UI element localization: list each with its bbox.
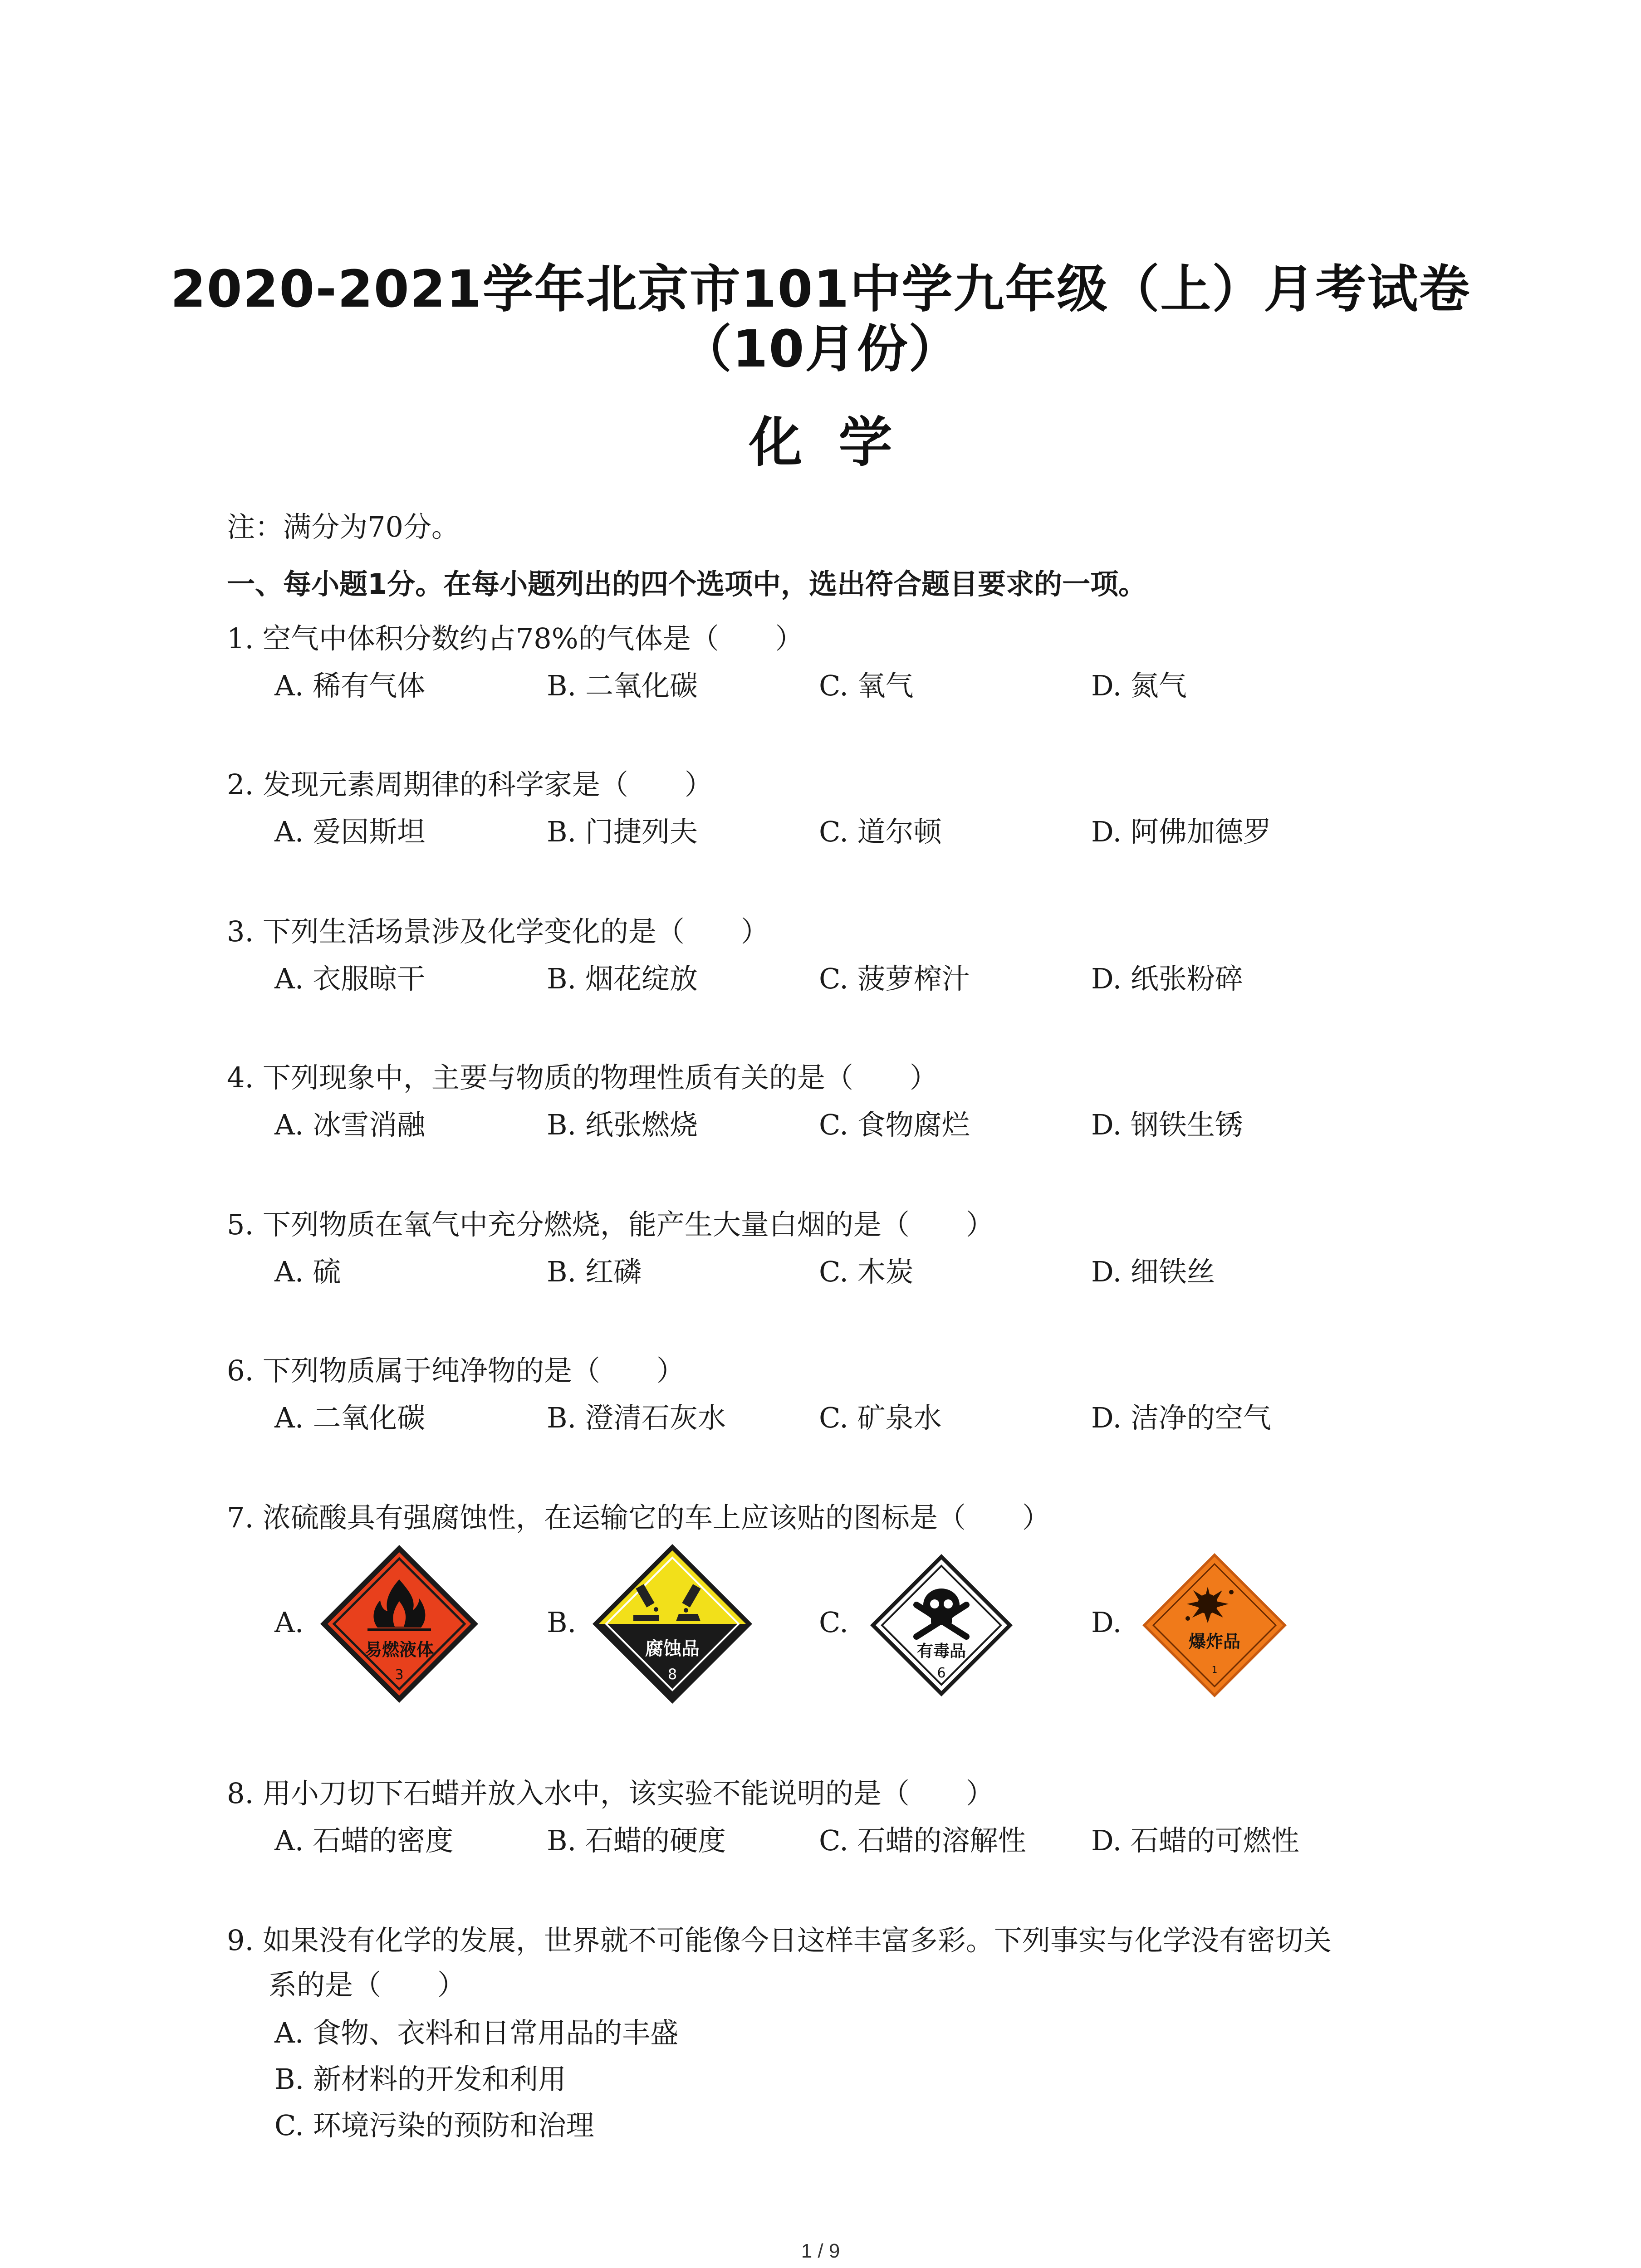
question-6-option-a[interactable]: A. 二氧化碳 — [274, 1401, 426, 1434]
question-4-stem: 4. 下列现象中，主要与物质的物理性质有关的是（ ） — [227, 1061, 938, 1094]
question-3-option-c[interactable]: C. 菠萝榨汁 — [819, 962, 970, 995]
question-8-option-b[interactable]: B. 石蜡的硬度 — [547, 1824, 726, 1857]
question-7-option-d[interactable]: D. — [1091, 1606, 1122, 1639]
score-note: 注：满分为70分。 — [227, 510, 460, 543]
question-7-option-b[interactable]: B. — [547, 1606, 577, 1639]
question-1-stem: 1. 空气中体积分数约占78%的气体是（ ） — [227, 622, 803, 655]
question-2-option-a[interactable]: A. 爱因斯坦 — [274, 815, 426, 848]
corrosive-fill — [599, 1550, 746, 1624]
question-9-option-b[interactable]: B. 新材料的开发和利用 — [274, 2063, 566, 2096]
corrosive-label: 腐蚀品 — [645, 1638, 700, 1659]
question-8-option-c[interactable]: C. 石蜡的溶解性 — [819, 1824, 1026, 1857]
question-3-option-a[interactable]: A. 衣服晾干 — [274, 962, 426, 995]
toxic-class: 6 — [937, 1665, 946, 1681]
question-3-stem: 3. 下列生活场景涉及化学变化的是（ ） — [227, 915, 769, 948]
question-5-option-a[interactable]: A. 硫 — [274, 1255, 341, 1288]
question-9-option-c[interactable]: C. 环境污染的预防和治理 — [274, 2109, 594, 2142]
question-2-option-b[interactable]: B. 门捷列夫 — [547, 815, 698, 848]
corrosive-class: 8 — [667, 1666, 677, 1683]
question-4-option-b[interactable]: B. 纸张燃烧 — [547, 1108, 698, 1141]
question-5-option-d[interactable]: D. 细铁丝 — [1091, 1255, 1215, 1288]
flammable-liquid-label: 易燃液体 — [364, 1640, 434, 1660]
question-1-option-b[interactable]: B. 二氧化碳 — [547, 669, 698, 702]
flammable-liquid-class: 3 — [395, 1667, 404, 1683]
page-title: 2020-2021学年北京市101中学九年级（上）月考试卷 — [170, 260, 1471, 319]
question-2-stem: 2. 发现元素周期律的科学家是（ ） — [227, 768, 713, 801]
question-7-option-c[interactable]: C. — [819, 1606, 848, 1639]
page-subtitle: （10月份） — [681, 320, 960, 379]
question-1-option-a[interactable]: A. 稀有气体 — [274, 669, 426, 702]
question-9-stem-line2: 系的是（ ） — [269, 1968, 466, 2001]
section-heading: 一、每小题1分。在每小题列出的四个选项中，选出符合题目要求的一项。 — [227, 567, 1147, 601]
question-5-stem: 5. 下列物质在氧气中充分燃烧，能产生大量白烟的是（ ） — [227, 1208, 994, 1241]
question-9-option-a[interactable]: A. 食物、衣料和日常用品的丰盛 — [274, 2016, 679, 2049]
question-3-option-d[interactable]: D. 纸张粉碎 — [1091, 962, 1243, 995]
subject-title: 化学 — [749, 411, 929, 474]
question-1-option-d[interactable]: D. 氮气 — [1091, 669, 1187, 702]
question-4-option-c[interactable]: C. 食物腐烂 — [819, 1108, 970, 1141]
question-7-stem: 7. 浓硫酸具有强腐蚀性，在运输它的车上应该贴的图标是（ ） — [227, 1501, 1050, 1534]
question-6-option-c[interactable]: C. 矿泉水 — [819, 1401, 942, 1434]
question-5-option-b[interactable]: B. 红磷 — [547, 1255, 642, 1288]
question-9-stem-line1: 9. 如果没有化学的发展，世界就不可能像今日这样丰富多彩。下列事实与化学没有密切关 — [227, 1924, 1332, 1957]
question-2-option-c[interactable]: C. 道尔顿 — [819, 815, 942, 848]
flammable-liquid-sign[interactable] — [318, 1542, 481, 1706]
question-1-option-c[interactable]: C. 氧气 — [819, 669, 914, 702]
toxic-label: 有毒品 — [916, 1642, 966, 1661]
question-8-option-a[interactable]: A. 石蜡的密度 — [274, 1824, 454, 1857]
question-5-option-c[interactable]: C. 木炭 — [819, 1255, 914, 1288]
question-8-option-d[interactable]: D. 石蜡的可燃性 — [1091, 1824, 1299, 1857]
question-4-option-d[interactable]: D. 钢铁生锈 — [1091, 1108, 1243, 1141]
question-2-option-d[interactable]: D. 阿佛加德罗 — [1091, 815, 1271, 848]
explosive-label: 爆炸品 — [1188, 1632, 1241, 1652]
page-number: 1 / 9 — [801, 2240, 840, 2262]
question-7-option-a[interactable]: A. — [274, 1606, 304, 1639]
explosive-class: 1 — [1211, 1664, 1218, 1675]
explosive-sign[interactable] — [1140, 1550, 1289, 1700]
corrosive-sign[interactable] — [590, 1541, 755, 1706]
question-4-option-a[interactable]: A. 冰雪消融 — [274, 1108, 426, 1141]
toxic-sign[interactable] — [867, 1551, 1015, 1699]
question-8-stem: 8. 用小刀切下石蜡并放入水中，该实验不能说明的是（ ） — [227, 1777, 994, 1810]
question-6-stem: 6. 下列物质属于纯净物的是（ ） — [227, 1354, 685, 1387]
question-3-option-b[interactable]: B. 烟花绽放 — [547, 962, 698, 995]
question-6-option-d[interactable]: D. 洁净的空气 — [1091, 1401, 1271, 1434]
question-6-option-b[interactable]: B. 澄清石灰水 — [547, 1401, 726, 1434]
